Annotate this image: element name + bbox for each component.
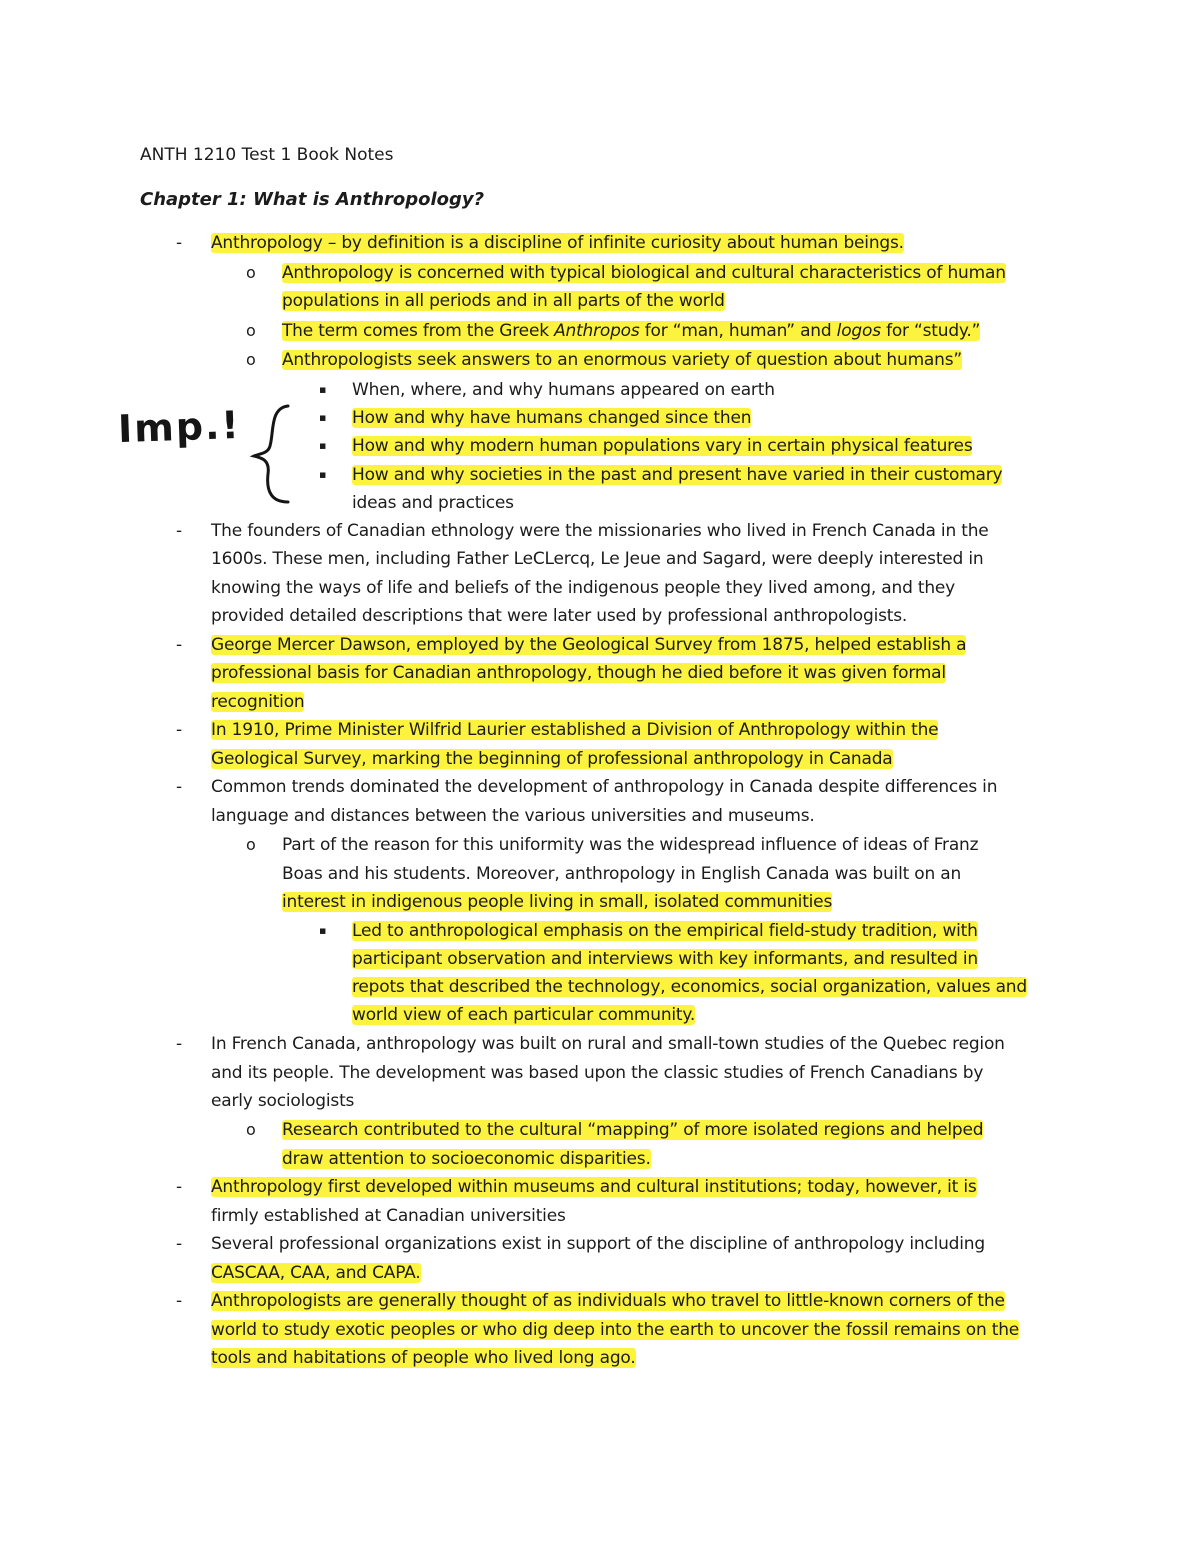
text-line — [211, 716, 938, 744]
bullet-dash: - — [176, 233, 183, 253]
text-line — [211, 1344, 636, 1372]
bullet-dash: - — [176, 777, 183, 797]
handwritten-brace-icon — [248, 402, 294, 506]
highlighted-text — [282, 321, 980, 341]
highlighted-text: In 1910, Prime Minister Wilfrid Laurier established a Division of Anthropology within the — [211, 720, 939, 740]
text-line — [211, 1287, 1005, 1315]
text-line — [352, 404, 751, 432]
text-line — [352, 461, 1002, 489]
bullet-dash: - — [176, 720, 183, 740]
text-line — [352, 432, 972, 460]
bullet-dash: - — [176, 1034, 183, 1054]
bullet-square: ▪ — [319, 439, 327, 452]
bullet-circle: o — [246, 321, 256, 340]
highlighted-text: Geological Survey, marking the beginning of professional anthropology in Canada — [211, 749, 893, 769]
text-line: 1600s. These men, including Father LeCLercq, Le Jeue and Sagard, were deeply interested in — [211, 549, 984, 569]
text-line: knowing the ways of life and beliefs of the indigenous people they lived among, and they — [211, 578, 956, 598]
text-line: Part of the reason for this uniformity was the widespread influence of ideas of Franz — [282, 835, 979, 855]
chapter-heading: Chapter 1: What is Anthropology? — [140, 189, 485, 210]
highlighted-text: draw attention to socioeconomic disparities. — [282, 1149, 651, 1169]
text-line — [282, 317, 980, 345]
bullet-circle: o — [246, 1120, 256, 1139]
highlighted-text: recognition — [211, 692, 305, 712]
text-line: In French Canada, anthropology was built on rural and small-town studies of the Quebec region — [211, 1034, 1005, 1054]
bullet-square: ▪ — [319, 924, 327, 937]
highlighted-text: Anthropology is concerned with typical biological and cultural characteristics of human — [282, 263, 1006, 283]
text-line — [211, 1316, 1019, 1344]
bullet-dash: - — [176, 521, 183, 541]
text-line — [211, 1173, 977, 1201]
text-line — [352, 945, 978, 973]
bullet-square: ▪ — [319, 383, 327, 396]
highlighted-text: world view of each particular community. — [352, 1005, 696, 1025]
highlighted-text: professional basis for Canadian anthropology, though he died before it was given formal — [211, 663, 946, 683]
highlighted-text: How and why modern human populations vary in certain physical features — [352, 436, 973, 456]
bullet-dash: - — [176, 1291, 183, 1311]
highlighted-text: repots that described the technology, economics, social organization, values and — [352, 977, 1027, 997]
highlighted-text: world to study exotic peoples or who dig deep into the earth to uncover the fossil remains on the — [211, 1320, 1020, 1340]
text-line — [282, 259, 1006, 287]
highlighted-text: How and why societies in the past and present have varied in their customary — [352, 465, 1003, 485]
text-line: language and distances between the various universities and museums. — [211, 806, 815, 826]
text-segment: for “study.” — [880, 321, 981, 341]
highlighted-text: George Mercer Dawson, employed by the Geological Survey from 1875, helped establish a — [211, 635, 967, 655]
highlighted-text: Anthropologists seek answers to an enormous variety of question about humans” — [282, 350, 962, 370]
highlighted-text: Anthropologists are generally thought of as individuals who travel to little-known corners of the — [211, 1291, 1005, 1311]
text-line: and its people. The development was based upon the classic studies of French Canadians by — [211, 1063, 984, 1083]
bullet-dash: - — [176, 635, 183, 655]
text-line — [282, 888, 832, 916]
bullet-dash: - — [176, 1234, 183, 1254]
text-line: Common trends dominated the development of anthropology in Canada despite differences in — [211, 777, 998, 797]
italic-term: Anthropos — [554, 321, 640, 341]
text-line: firmly established at Canadian universities — [211, 1206, 566, 1226]
highlighted-text: How and why have humans changed since then — [352, 408, 752, 428]
text-line — [282, 1116, 983, 1144]
bullet-circle: o — [246, 350, 256, 369]
text-line — [211, 1259, 421, 1287]
highlighted-text: participant observation and interviews with key informants, and resulted in — [352, 949, 978, 969]
text-line: ideas and practices — [352, 493, 514, 513]
highlighted-text: Research contributed to the cultural “mapping” of more isolated regions and helped — [282, 1120, 984, 1140]
text-line — [352, 917, 978, 945]
bullet-dash: - — [176, 1177, 183, 1197]
highlighted-text: CASCAA, CAA, and CAPA. — [211, 1263, 421, 1283]
text-line — [352, 973, 1027, 1001]
text-line — [282, 287, 725, 315]
bullet-circle: o — [246, 263, 256, 282]
text-line — [211, 745, 893, 773]
highlighted-text: Led to anthropological emphasis on the empirical field-study tradition, with — [352, 921, 978, 941]
text-line — [211, 229, 904, 257]
text-line: Several professional organizations exist in support of the discipline of anthropology including — [211, 1234, 985, 1254]
document-title: ANTH 1210 Test 1 Book Notes — [140, 145, 394, 165]
italic-term: logos — [836, 321, 881, 341]
text-segment: for “man, human” and — [639, 321, 837, 341]
text-line: When, where, and why humans appeared on earth — [352, 380, 775, 400]
highlighted-text: tools and habitations of people who lived long ago. — [211, 1348, 636, 1368]
highlighted-text: populations in all periods and in all parts of the world — [282, 291, 725, 311]
text-line — [282, 346, 962, 374]
text-line — [211, 631, 966, 659]
bullet-circle: o — [246, 835, 256, 854]
text-segment: The term comes from the Greek — [282, 321, 555, 341]
text-line — [352, 1001, 695, 1029]
highlighted-text: Anthropology – by definition is a discipline of infinite curiosity about human beings. — [211, 233, 904, 253]
text-line: Boas and his students. Moreover, anthropology in English Canada was built on an — [282, 864, 962, 884]
highlighted-text: Anthropology first developed within museums and cultural institutions; today, however, it is — [211, 1177, 977, 1197]
highlighted-text: interest in indigenous people living in small, isolated communities — [282, 892, 833, 912]
handwritten-imp-note: Imp.! — [117, 402, 242, 452]
bullet-square: ▪ — [319, 468, 327, 481]
bullet-square: ▪ — [319, 411, 327, 424]
text-line: provided detailed descriptions that were later used by professional anthropologists. — [211, 606, 908, 626]
text-line — [282, 1145, 651, 1173]
text-line — [211, 659, 946, 687]
text-line: early sociologists — [211, 1091, 355, 1111]
text-line: The founders of Canadian ethnology were the missionaries who lived in French Canada in the — [211, 521, 989, 541]
text-line — [211, 688, 304, 716]
